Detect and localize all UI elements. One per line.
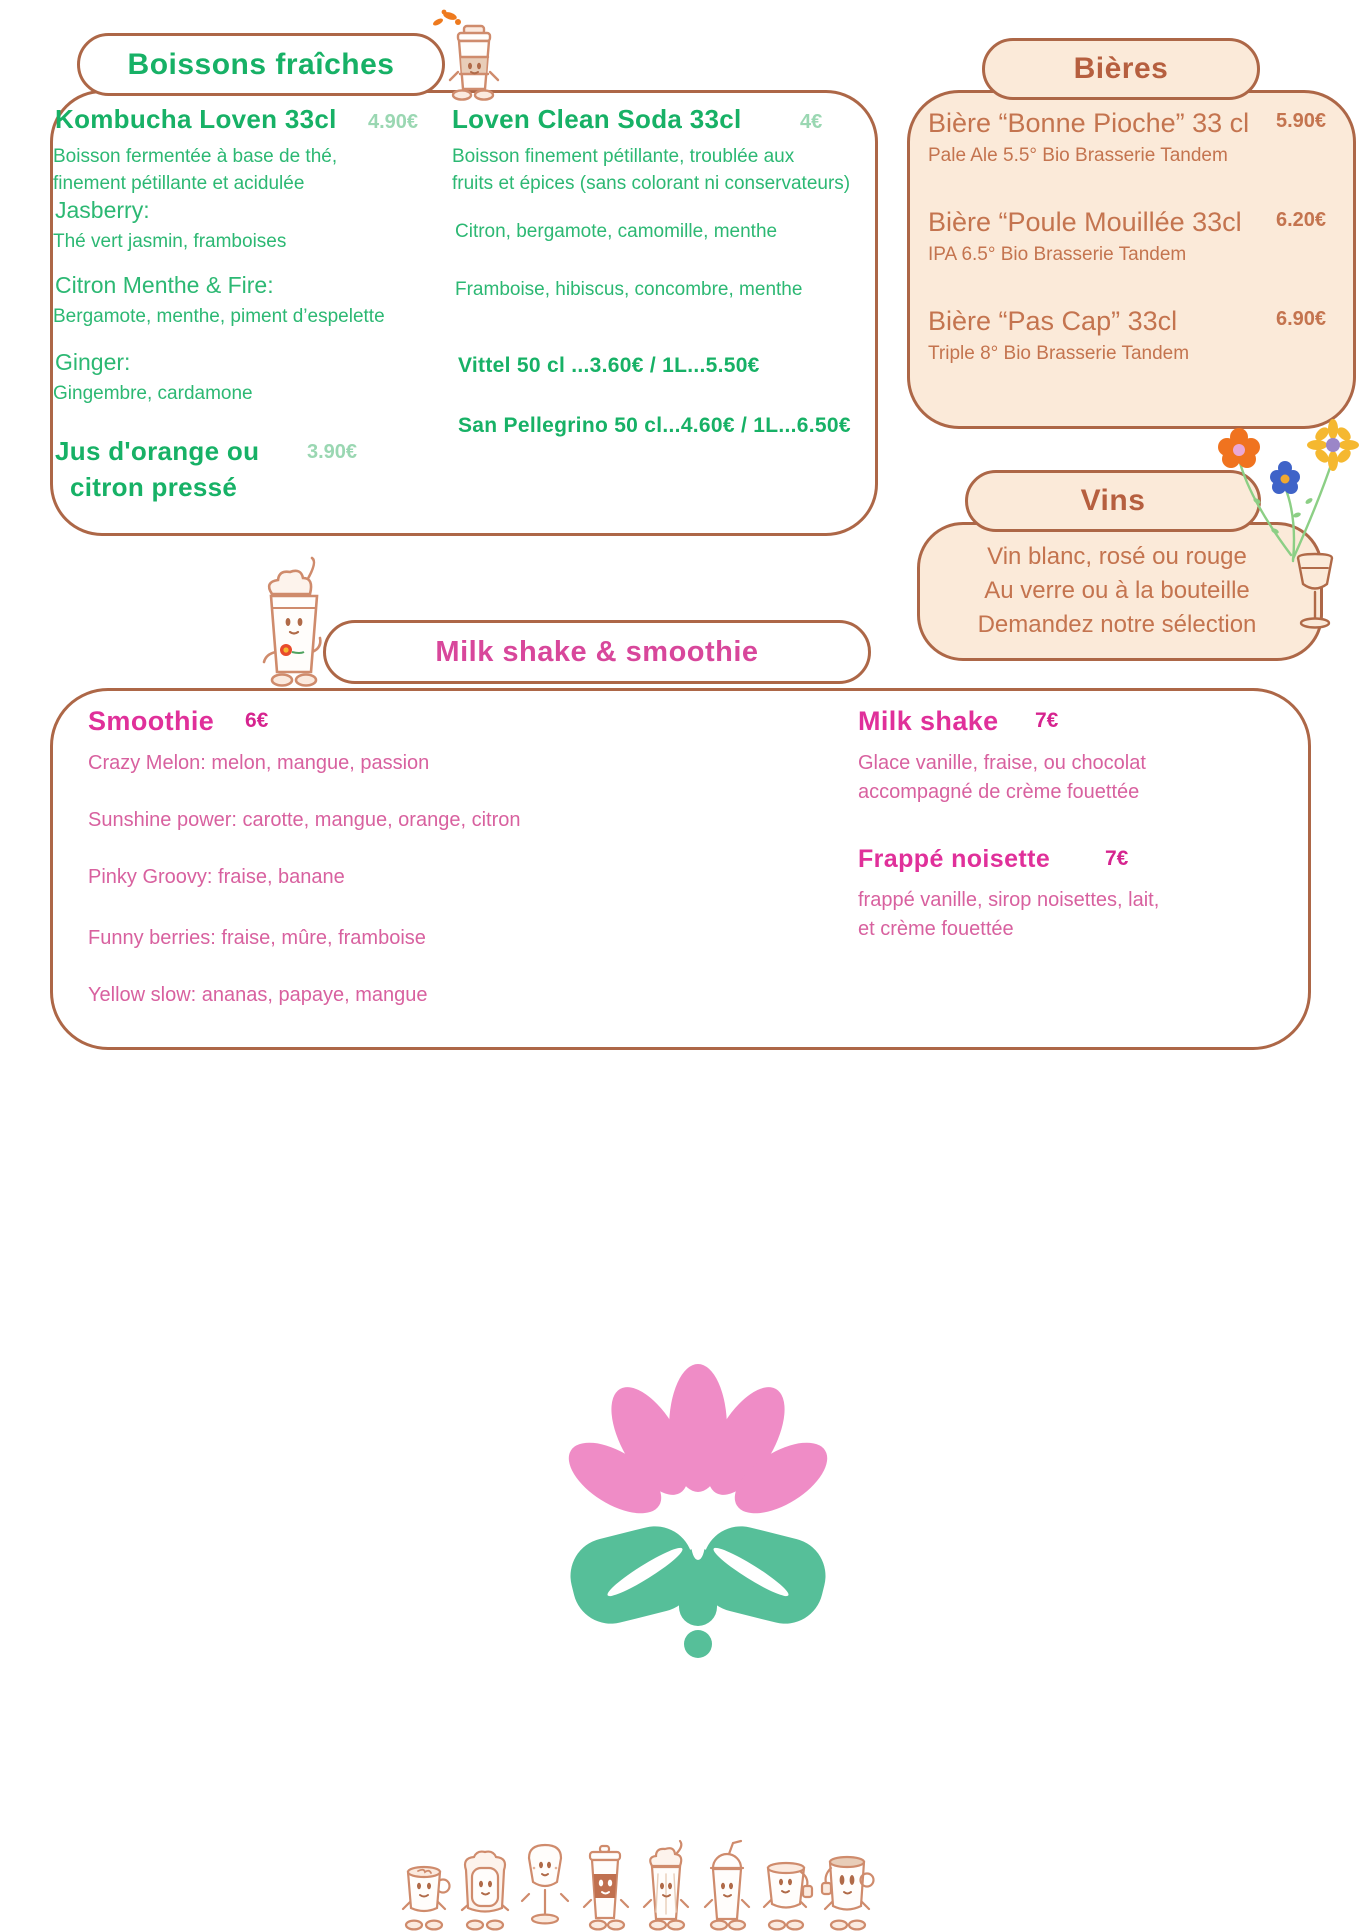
frappe-desc-line1: frappé vanille, sirop noisettes, lait, bbox=[858, 889, 1160, 911]
soda-price: 4€ bbox=[800, 111, 823, 133]
wine-glass-icon bbox=[1288, 552, 1342, 632]
soda-desc-line2: fruits et épices (sans colorant ni conservateurs) bbox=[452, 173, 851, 194]
vins-line1: Vin blanc, rosé ou rouge bbox=[987, 543, 1247, 570]
vins-title: Vins bbox=[1080, 484, 1146, 517]
dome-cup-character-icon bbox=[699, 1838, 755, 1932]
smoothie-price: 6€ bbox=[245, 709, 269, 732]
logo-flower bbox=[533, 1336, 863, 1666]
logo-petals bbox=[557, 1364, 839, 1528]
jus-line1: Jus d'orange ou bbox=[55, 436, 260, 466]
beer-2-name: Bière “Poule Mouillée 33cl bbox=[928, 207, 1242, 237]
yellow-flower-icon bbox=[1307, 419, 1359, 471]
soda-name-pre: Loven bbox=[452, 104, 538, 134]
coffee-cup-character-icon bbox=[428, 6, 516, 102]
flavor-ginger-name: Ginger: bbox=[55, 349, 131, 375]
frappe-price: 7€ bbox=[1105, 847, 1129, 870]
flavor-citron-desc: Bergamote, menthe, piment d’espelette bbox=[53, 306, 385, 327]
sanpellegrino-line: San Pellegrino 50 cl...4.60€ / 1L...6.50€ bbox=[458, 414, 851, 437]
boissons-title: Boissons fraîches bbox=[127, 47, 395, 81]
shake-price: 7€ bbox=[1035, 709, 1059, 732]
vins-line2: Au verre ou à la bouteille bbox=[984, 577, 1250, 604]
frappe-header: Frappé noisette bbox=[858, 845, 1051, 873]
kombucha-title bbox=[55, 104, 337, 135]
togo-cup-character-icon bbox=[578, 1838, 634, 1932]
beer-2-desc: IPA 6.5° Bio Brasserie Tandem bbox=[928, 244, 1187, 265]
jus-line2: citron pressé bbox=[70, 472, 238, 502]
flowers-icon bbox=[1205, 415, 1365, 565]
kombucha-name-bold: Kombucha bbox=[55, 104, 192, 134]
beer-2-price: 6.20€ bbox=[1276, 209, 1327, 231]
kombucha-price: 4.90€ bbox=[368, 111, 419, 133]
frappe-desc-line2: et crème fouettée bbox=[858, 918, 1014, 940]
smoothie-item-1: Crazy Melon: melon, mangue, passion bbox=[88, 752, 430, 774]
soda-flavor2: Framboise, hibiscus, concombre, menthe bbox=[455, 279, 803, 300]
milkshake-header-pill bbox=[323, 620, 871, 684]
vittel-line: Vittel 50 cl ...3.60€ / 1L...5.50€ bbox=[458, 354, 760, 377]
bieres-title: Bières bbox=[1073, 52, 1169, 85]
flavor-citron-name: Citron Menthe & Fire: bbox=[55, 272, 274, 298]
smoothie-character-icon bbox=[252, 556, 336, 688]
orange-flower-icon bbox=[1218, 428, 1260, 468]
mascot-row bbox=[396, 1838, 876, 1932]
soda-desc-line1: Boisson finement pétillante, troublée aux bbox=[452, 146, 795, 167]
beer-3-desc: Triple 8° Bio Brasserie Tandem bbox=[928, 343, 1190, 364]
toast-character-icon bbox=[457, 1838, 513, 1932]
blue-flower-icon bbox=[1270, 461, 1300, 494]
beer-1-name: Bière “Bonne Pioche” 33 cl bbox=[928, 108, 1250, 138]
beer-3-name: Bière “Pas Cap” 33cl bbox=[928, 306, 1178, 336]
bieres-header-pill bbox=[982, 38, 1260, 100]
smoothie-item-2: Sunshine power: carotte, mangue, orange, citron bbox=[88, 809, 521, 831]
orange-splat-icon bbox=[432, 10, 461, 27]
milkshake-title: Milk shake & smoothie bbox=[435, 635, 759, 668]
soda-title bbox=[452, 104, 742, 135]
shake-header: Milk shake bbox=[858, 706, 999, 736]
teacup-character-icon bbox=[759, 1838, 815, 1932]
flavor-ginger-desc: Gingembre, cardamone bbox=[53, 383, 253, 404]
vins-line3: Demandez notre sélection bbox=[977, 611, 1257, 638]
kombucha-name-rest: Loven 33cl bbox=[191, 104, 337, 134]
beer-1-desc: Pale Ale 5.5° Bio Brasserie Tandem bbox=[928, 145, 1228, 166]
shake-desc-line1: Glace vanille, fraise, ou chocolat bbox=[858, 752, 1146, 774]
flavor-jasberry-desc: Thé vert jasmin, framboises bbox=[53, 231, 287, 252]
smoothie-item-4: Funny berries: fraise, mûre, framboise bbox=[88, 927, 426, 949]
frappe-character-icon bbox=[638, 1838, 694, 1932]
beer-1-price: 5.90€ bbox=[1276, 110, 1327, 132]
boissons-header-pill bbox=[77, 33, 445, 96]
mug-character-icon bbox=[396, 1838, 452, 1932]
beer-3-price: 6.90€ bbox=[1276, 308, 1327, 330]
kombucha-desc-line2: finement pétillante et acidulée bbox=[53, 173, 305, 194]
soda-name-bold: Clean Soda 33cl bbox=[537, 104, 742, 134]
smoothie-item-5: Yellow slow: ananas, papaye, mangue bbox=[88, 984, 428, 1006]
smoothie-item-3: Pinky Groovy: fraise, banane bbox=[88, 866, 345, 888]
jus-price: 3.90€ bbox=[307, 441, 358, 463]
kombucha-desc-line1: Boisson fermentée à base de thé, bbox=[53, 146, 338, 167]
big-mug-character-icon bbox=[820, 1838, 876, 1932]
soda-flavor1: Citron, bergamote, camomille, menthe bbox=[455, 221, 778, 242]
smoothie-header: Smoothie bbox=[88, 706, 215, 736]
shake-desc-line2: accompagné de crème fouettée bbox=[858, 781, 1140, 803]
flavor-jasberry-name: Jasberry: bbox=[55, 197, 150, 223]
wineglass-character-icon bbox=[517, 1838, 573, 1932]
